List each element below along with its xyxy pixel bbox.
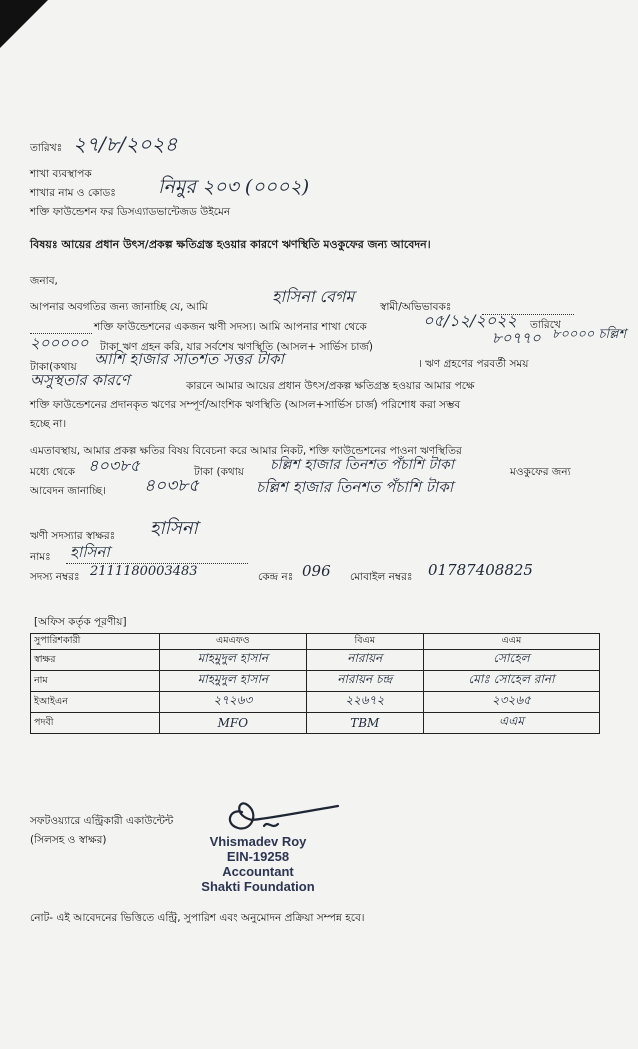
member-name-value: হাসিনা [70,543,110,561]
bm-designation: TBM [350,716,380,730]
accountant-label: সফটওয়্যারে এন্ট্রিকারী একাউন্টেন্ট [30,815,174,827]
mfo-designation: MFO [217,716,249,730]
waiver-amount-handwritten: ৪০৩৮৫ [88,456,140,475]
para2-line1: এমতাবস্থায়, আমার প্রকল্প ক্ষতির বিষয় বিবেচনা করে আমার নিকট, শক্তি ফাউন্ডেশনের পাওনা ঋণস্থিতির [30,445,462,457]
reason-handwritten: অসুস্থতার কারণে [30,371,130,389]
footer-note: নোট- এই আবেদনের ভিত্তিতে এন্ট্রি, সুপারিশ এবং অনুমোদন প্রক্রিয়া সম্পন্ন হবে। [30,912,365,924]
applicant-name-handwritten: হাসিনা বেগম [272,287,355,306]
para1-line6: শক্তি ফাউন্ডেশনের প্রদানকৃত ঋণের সম্পূর্ণ/আংশিক ঋণস্থিতি (আসল+সার্ভিস চার্জ) পরিশোধ করা সম্ভব [30,399,461,411]
office-recommendation-table [30,633,600,734]
para1-line4-start: টাকা(কথায় [30,361,77,373]
branch-label: শাখার নাম ও কোডঃ [30,187,116,199]
para2-line2-start: মধ্যে থেকে [30,466,75,478]
am-designation: এএম [498,714,524,728]
member-id-value: 2111180003483 [90,564,198,579]
stamp-name: Vhismadev Roy [209,834,307,849]
para1-line7: হচ্ছে না। [30,418,67,430]
bm-ein: ২২৬৭২ [345,693,385,707]
para1-line2-start: শক্তি ফাউন্ডেশনের একজন ঋণী সদস্য। আমি আপনার শাখা থেকে [94,321,367,333]
center-value: 096 [302,562,331,580]
loan-amount-handwritten: ২০০০০০ [30,334,89,352]
member-signature-label: ঋণী সদস্যার স্বাক্ষরঃ [30,530,116,542]
mobile-value: 01787408825 [428,561,533,579]
para1-line5: কারনে আমার আয়ের প্রধান উৎস/প্রকল্প ক্ষতিগ্রস্ত হওয়ার আমার পক্ষে [186,380,475,392]
subject-line: বিষয়ঃ আয়ের প্রধান উৎস/প্রকল্প ক্ষতিগ্রস্ত হওয়ার কারণে ঋণস্থিতি মওকুফের জন্য আবেদন। [30,238,431,251]
scan-corner-shadow [0,0,48,48]
stamp-organization: Shakti Foundation [201,879,315,894]
table-row [31,713,600,734]
addressee-title: শাখা ব্যবস্থাপক [30,168,92,180]
am-name: মোঃ সোহেল রানা [468,672,555,686]
row-label: স্বাক্ষর [31,650,160,671]
member-name-label: নামঃ [30,551,51,563]
waiver-amount-repeat-handwritten: ৪০৩৮৫ [144,476,200,496]
para1-line2-end: তারিখে [530,319,561,331]
row-label: নাম [31,671,160,692]
member-id-label: সদস্য নম্বরঃ [30,571,80,583]
waiver-words-repeat-handwritten: চল্লিশ হাজার তিনশত পঁচাশি টাকা [256,478,454,496]
outstanding-amount-handwritten: ৮০৭৭০ [492,329,541,347]
para2-line3: আবেদন জানাচ্ছি। [30,485,106,497]
date-value: ২৭/৮/২০২৪ [73,132,178,156]
para2-line2-end: মওকুফের জন্য [510,466,571,478]
date-label: তারিখঃ [30,142,63,154]
table-header-cell: এমএফও [160,634,307,650]
outstanding-in-words-handwritten: আশি হাজার সাতশত সত্তর টাকা [94,350,284,368]
bm-name: নারায়ন চন্দ্র [337,672,393,686]
table-header-row [31,634,600,650]
para1-line1-start: আপনার অবগতির জন্য জানাচ্ছি যে, আমি [30,301,208,313]
mfo-name: মাহমুদুল হাসান [197,672,269,686]
margin-note-handwritten: ৮০০০০ চল্লিশ [552,327,627,342]
row-label: ইআইএন [31,692,160,713]
loan-date-handwritten: ০৫/১২/২০২২ [423,311,517,330]
branch-value: নিমুর ২০৩ (০০০২) [158,176,310,198]
para1-line4-end: । ঋণ গ্রহণের পরবর্তী সময় [418,358,529,370]
waiver-in-words-handwritten: চল্লিশ হাজার তিনশত পঁচাশি টাকা [270,457,454,473]
table-header-cell: বিএম [306,634,423,650]
accountant-signature [212,790,342,840]
mfo-signature: মাহমুদুল হাসান [197,651,269,665]
row-label: পদবী [31,713,160,734]
bm-signature: নারায়ন [347,651,383,665]
salutation: জনাব, [30,275,58,287]
table-row [31,650,600,671]
am-ein: ২৩২৬৫ [491,693,531,707]
mfo-ein: ২৭২৬৩ [213,693,253,707]
table-header-cell: এএম [423,634,599,650]
table-row [31,671,600,692]
organization-line: শক্তি ফাউন্ডেশন ফর ডিসএ্যাডভান্টেজড উইমেন [30,206,231,218]
para2-line2-mid: টাকা (কথায় [194,466,244,478]
accountant-seal-note: (সিলসহ ও স্বাক্ষর) [30,834,107,846]
member-signature: হাসিনা [150,518,198,539]
table-header-cell: সুপারিশকারী [31,634,160,650]
stamp-title: Accountant [222,864,294,879]
stamp-ein: EIN-19258 [226,849,290,864]
center-label: কেন্দ্র নঃ [258,571,294,583]
accountant-stamp [178,834,338,894]
table-row [31,692,600,713]
office-heading: [অফিস কর্তৃক পূরণীয়] [34,616,127,628]
am-signature: সোহেল [493,651,530,665]
para1-line3: টাকা ঋণ গ্রহন করি, যার সর্বশেষ ঋণস্থিতি (আসল+ সার্ভিস চার্জ) [100,341,373,353]
para1-line1-end: স্বামী/অভিভাবকঃ [380,301,452,313]
mobile-label: মোবাইল নম্বরঃ [350,571,413,583]
